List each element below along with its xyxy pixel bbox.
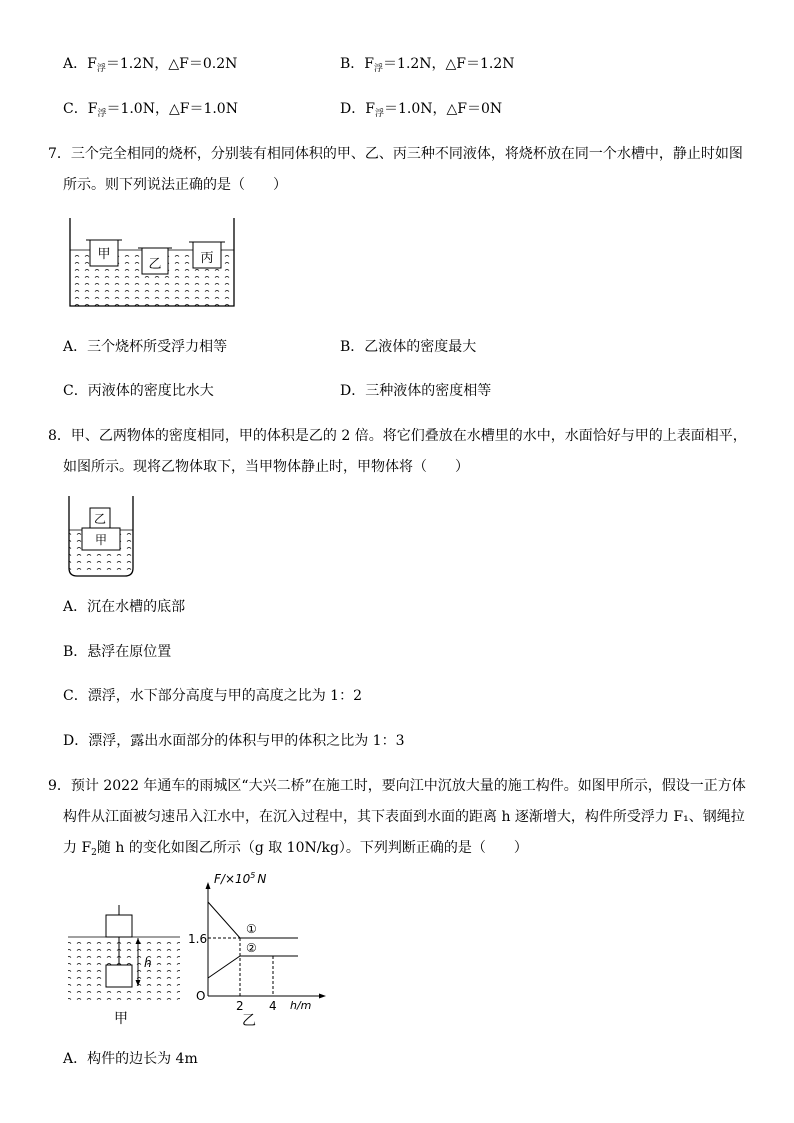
q6-b-rest: ＝1.2N，△F＝1.2N [383, 56, 515, 72]
q6-b-sub: 浮 [374, 64, 384, 74]
q9-figure-left [66, 905, 186, 1029]
curve-2 [208, 956, 298, 978]
component-below [106, 965, 132, 987]
q7-stem-line2: 所示。则下列说法正确的是（ ） [63, 177, 287, 193]
q9-figure-right [190, 868, 330, 1030]
q6-c-prefix: C．F [63, 101, 98, 117]
beaker-3-label: 丙 [200, 251, 214, 266]
q7-stem-line1: 7．三个完全相同的烧杯，分别装有相同体积的甲、乙、丙三种不同液体，将烧杯放在同一个水槽中，静止时如图 [48, 146, 743, 162]
curve-2-label: ② [246, 941, 257, 955]
x-tick-4: 4 [269, 999, 277, 1013]
q9-line3-rest: 随 h 的变化如图乙所示（g 取 10N/kg）。下列判断正确的是（ ） [96, 840, 528, 856]
component-above [106, 915, 132, 937]
q8-option-a: A．沉在水槽的底部 [63, 599, 186, 615]
q6-option-a [63, 54, 237, 76]
figure-yi-caption: 乙 [242, 1013, 256, 1029]
q6-option-d [340, 99, 502, 121]
q6-option-c [63, 99, 238, 121]
q6-c-sub: 浮 [97, 109, 107, 119]
q9-stem-line2: 构件从江面被匀速吊入江水中，在沉入过程中，其下表面到水面的距离 h 逐渐增大，构件所受浮力 F₁、钢绳拉 [63, 809, 745, 825]
q7-option-b: B．乙液体的密度最大 [340, 339, 477, 355]
origin-label: O [196, 989, 206, 1003]
q8-option-c: C．漂浮，水下部分高度与甲的高度之比为 1：2 [63, 688, 362, 704]
q9-stem-line3 [63, 838, 528, 860]
q8-stem-line1: 8．甲、乙两物体的密度相同，甲的体积是乙的 2 倍。将它们叠放在水槽里的水中，水面恰好与甲的上表面相平， [48, 428, 747, 444]
q7-figure [64, 218, 240, 310]
q8-option-d: D．漂浮，露出水面部分的体积与甲的体积之比为 1：3 [63, 733, 405, 749]
q6-a-prefix: A．F [63, 56, 97, 72]
q6-d-sub: 浮 [374, 109, 384, 119]
beaker-1-label: 甲 [97, 247, 111, 262]
q6-d-rest: ＝1.0N，△F＝0N [383, 101, 503, 117]
figure-jia-caption: 甲 [114, 1011, 128, 1027]
q6-a-rest: ＝1.2N，△F＝0.2N [105, 56, 238, 72]
q9-line3-sub: 2 [91, 848, 97, 858]
y-tick-1-6: 1.6 [188, 932, 208, 946]
q8-option-b: B．悬浮在原位置 [63, 644, 172, 660]
object-yi-label: 乙 [93, 512, 107, 526]
h-label: h [144, 956, 152, 970]
q6-b-prefix: B．F [340, 56, 375, 72]
curve-1-label: ① [246, 922, 257, 936]
object-jia-label: 甲 [94, 533, 108, 547]
q8-figure [66, 496, 136, 580]
q9-line3-start: 力 F [63, 840, 92, 856]
q7-option-c: C．丙液体的密度比水大 [63, 383, 214, 399]
q9-option-a: A．构件的边长为 4m [63, 1051, 198, 1067]
q6-c-rest: ＝1.0N，△F＝1.0N [106, 101, 238, 117]
q8-stem-line2: 如图所示。现将乙物体取下，当甲物体静止时，甲物体将（ ） [63, 459, 469, 475]
x-axis-label: h/m [290, 999, 312, 1012]
q7-option-a: A．三个烧杯所受浮力相等 [63, 339, 228, 355]
y-axis-label: $F/\times 10^5$ N [214, 871, 267, 886]
q9-stem-line1: 9．预计 2022 年通车的雨城区“大兴二桥”在施工时，要向江中沉放大量的施工构件。如图甲所示，假设一正方体 [48, 778, 746, 794]
x-tick-2: 2 [236, 999, 244, 1013]
q6-a-sub: 浮 [96, 64, 106, 74]
beaker-2-label: 乙 [148, 257, 162, 272]
q7-option-d: D．三种液体的密度相等 [340, 383, 492, 399]
q6-option-b [340, 54, 515, 76]
q6-d-prefix: D．F [340, 101, 375, 117]
